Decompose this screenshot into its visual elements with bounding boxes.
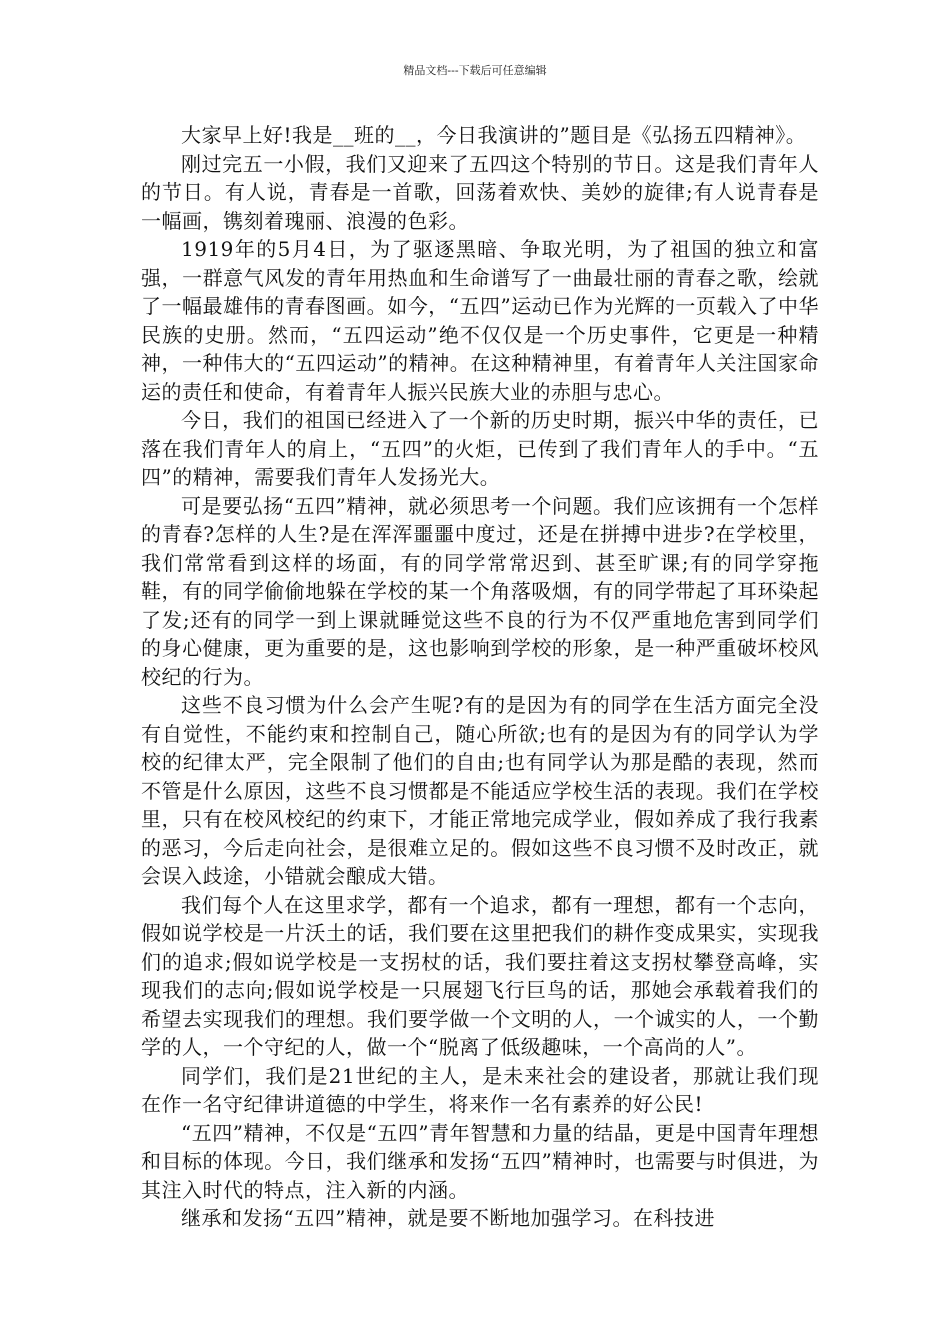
- document-body: [141, 121, 819, 1233]
- paragraph: “五四”精神，不仅是“五四”青年智慧和力量的结晶，更是中国青年理想和目标的体现。今日，我们继承和发扬“五四”精神时，也需要与时俱进，为其注入时代的特点，注入新的内涵。: [141, 1120, 819, 1202]
- paragraph: 我们每个人在这里求学，都有一个追求，都有一理想，都有一个志向，假如说学校是一片沃土的话，我们要在这里把我们的耕作变成果实，实现我们的追求;假如说学校是一支拐杖的话，我们要拄着这支拐杖攀登高峰，实现我们的志向;假如说学校是一只展翅飞行巨鸟的话，那她会承载着我们的希望去实现我们的理想。我们要学做一个文明的人，一个诚实的人，一个勤学的人，一个守纪的人，做一个“脱离了低级趣味，一个高尚的人”。: [141, 892, 819, 1059]
- paragraph: 今日，我们的祖国已经进入了一个新的历史时期，振兴中华的责任，已落在我们青年人的肩上，“五四”的火炬，已传到了我们青年人的手中。“五四”的精神，需要我们青年人发扬光大。: [141, 408, 819, 489]
- paragraph: 1919年的5月4日，为了驱逐黑暗、争取光明，为了祖国的独立和富强，一群意气风发的青年用热血和生命谱写了一曲最壮丽的青春之歌，绘就了一幅最雄伟的青春图画。如今，“五四”运动已作为光辉的一页载入了中华民族的史册。然而，“五四运动”绝不仅仅是一个历史事件，它更是一种精神，一种伟大的“五四运动”的精神。在这种精神里，有着青年人关注国家命运的责任和使命，有着青年人振兴民族大业的赤胆与忠心。: [141, 237, 819, 404]
- paragraph: 可是要弘扬“五四”精神，就必须思考一个问题。我们应该拥有一个怎样的青春?怎样的人生?是在浑浑噩噩中度过，还是在拼搏中进步?在学校里，我们常常看到这样的场面，有的同学常常迟到、甚至旷课;有的同学穿拖鞋，有的同学偷偷地躲在学校的某一个角落吸烟，有的同学带起了耳环染起了发;还有的同学一到上课就睡觉这些不良的行为不仅严重地危害到同学们的身心健康，更为重要的是，这也影响到学校的形象，是一种严重破坏校风校纪的行为。: [141, 493, 819, 689]
- paragraph: 大家早上好!我是__班的__，今日我演讲的”题目是《弘扬五四精神》。: [181, 123, 807, 147]
- page-header: 精品文档---下载后可任意编辑: [403, 64, 547, 77]
- paragraph: 这些不良习惯为什么会产生呢?有的是因为有的同学在生活方面完全没有自觉性，不能约束和控制自己，随心所欲;也有的是因为有的同学认为学校的纪律太严，完全限制了他们的自由;也有同学认为那是酷的表现，然而不管是什么原因，这些不良习惯都是不能适应学校生活的表现。我们在学校里，只有在校风校纪的约束下，才能正常地完成学业，假如养成了我行我素的恶习，今后走向社会，是很难立足的。假如这些不良习惯不及时改正，就会误入歧途，小错就会酿成大错。: [141, 693, 819, 888]
- paragraph: 同学们，我们是21世纪的主人，是未来社会的建设者，那就让我们现在作一名守纪律讲道德的中学生，将来作一名有素养的好公民!: [141, 1063, 819, 1116]
- paragraph: 继承和发扬“五四”精神，就是要不断地加强学习。在科技进: [181, 1206, 715, 1230]
- paragraph: 刚过完五一小假，我们又迎来了五四这个特别的节日。这是我们青年人的节日。有人说，青春是一首歌，回荡着欢快、美妙的旋律;有人说青春是一幅画，镌刻着瑰丽、浪漫的色彩。: [141, 151, 819, 233]
